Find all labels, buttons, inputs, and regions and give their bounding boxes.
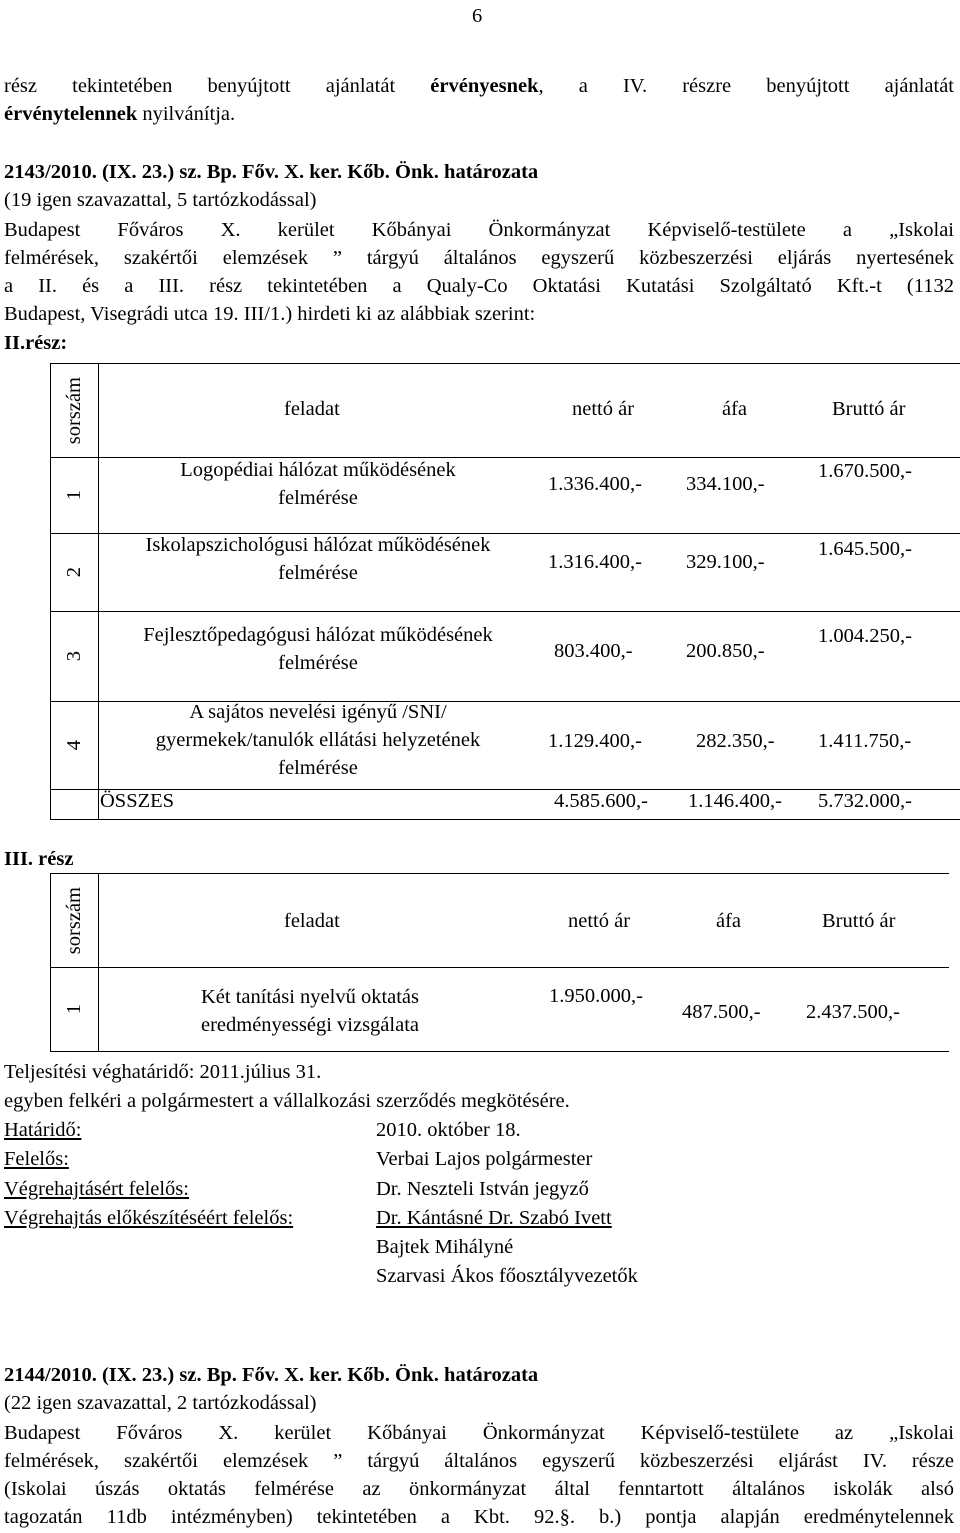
row-task-line: Fejlesztőpedagógusi hálózat működésének [143, 624, 493, 646]
row-num: 3 [63, 651, 86, 662]
resolution-2-line: tagozatán 11db intézményben) tekintetében a Kbt. 92.§. b.) pontja alapján eredménytelennek [4, 1506, 954, 1528]
row-net: 1.336.400,- [548, 473, 642, 495]
header-gross: Bruttó ár [832, 398, 906, 420]
intro-text-d: nyilvánítja. [137, 103, 236, 125]
row-vat: 200.850,- [686, 640, 765, 662]
row-task-line: felmérése [278, 562, 358, 584]
resolution-2-line: Budapest Főváros X. kerület Kőbányai Önkormányzat Képviselő-testülete az „Iskolai [4, 1422, 954, 1444]
row-task [100, 621, 536, 677]
row-task-line: felmérése [278, 757, 358, 779]
intro-text-c: , a IV. részre benyújtott ajánlatát [538, 75, 954, 97]
row-vat: 329.100,- [686, 551, 765, 573]
row-net: 1.129.400,- [548, 730, 642, 752]
resolution-1-line: a II. és a III. rész tekintetében a Qualy-Co Oktatási Kutatási Szolgáltató Kft.-t (1132 [4, 275, 954, 297]
row-task [150, 983, 470, 1039]
row-num-cell [51, 612, 99, 702]
row-task-line: felmérése [278, 487, 358, 509]
row-net: 803.400,- [554, 640, 633, 662]
row-task-line: felmérése [278, 652, 358, 674]
header-num-cell [51, 874, 99, 968]
header-num-cell [51, 364, 99, 458]
header-cells [99, 364, 960, 458]
resolution-2-votes: (22 igen szavazattal, 2 tartózkodással) [4, 1392, 317, 1414]
row-num-cell [51, 968, 99, 1052]
row-gross: 1.670.500,- [818, 460, 912, 482]
resolution-2-title: 2144/2010. (IX. 23.) sz. Bp. Főv. X. ker. Kőb. Önk. határozata [4, 1364, 539, 1386]
deadline-line: Teljesítési véghatáridő: 2011.július 31. [4, 1061, 322, 1083]
row-task-line: Logopédiai hálózat működésének [180, 459, 456, 481]
field-label-responsible: Felelős: [4, 1148, 69, 1170]
part-3-heading: III. rész [4, 848, 74, 870]
intro-line-2 [4, 100, 954, 128]
total-label: ÖSSZES [100, 790, 175, 812]
extra-name: Szarvasi Ákos főosztályvezetők [376, 1265, 638, 1287]
row-vat: 487.500,- [682, 1001, 761, 1023]
row-vat: 334.100,- [686, 473, 765, 495]
row-task [100, 531, 536, 587]
table-header-row [51, 874, 949, 968]
row-num: 4 [63, 740, 86, 751]
row-net: 1.950.000,- [549, 985, 643, 1007]
field-value-deadline: 2010. október 18. [376, 1119, 521, 1141]
row-vat: 282.350,- [696, 730, 775, 752]
part-2-heading: II.rész: [4, 332, 68, 354]
intro-invalid-word: érvénytelennek [4, 103, 138, 125]
row-num: 1 [63, 490, 86, 501]
row-task [108, 456, 528, 512]
header-vat: áfa [716, 910, 742, 932]
row-task-line: Két tanítási nyelvű oktatás [200, 986, 420, 1008]
row-task-line: eredményességi vizsgálata [200, 1014, 419, 1036]
resolution-2-line: felmérések, szakértői elemzések ” tárgyú általános egyszerű közbeszerzési eljárást IV. része [4, 1450, 954, 1472]
intro-text-a: rész tekintetében benyújtott ajánlatát [4, 75, 431, 97]
intro-line-1 [4, 72, 954, 100]
resolution-2-body [4, 1419, 954, 1531]
request-line: egyben felkéri a polgármestert a vállalkozási szerződés megkötésére. [4, 1090, 570, 1112]
row-task [110, 698, 526, 782]
intro-paragraph [4, 72, 954, 128]
table-header-row [51, 364, 960, 458]
row-gross: 1.411.750,- [818, 730, 912, 752]
header-gross: Bruttó ár [822, 910, 896, 932]
intro-valid-word: érvényesnek [430, 75, 539, 97]
resolution-1-title: 2143/2010. (IX. 23.) sz. Bp. Főv. X. ker. Kőb. Önk. határozata [4, 161, 539, 183]
resolution-1-body [4, 216, 954, 328]
row-num-cell [51, 702, 99, 790]
header-net: nettó ár [568, 910, 631, 932]
header-cells [99, 874, 949, 968]
resolution-1-line: Budapest, Visegrádi utca 19. III/1.) hirdeti ki az alábbiak szerint: [4, 303, 536, 325]
field-label-deadline: Határidő: [4, 1119, 82, 1141]
field-value-responsible: Verbai Lajos polgármester [376, 1148, 593, 1170]
row-net: 1.316.400,- [548, 551, 642, 573]
header-task: feladat [284, 398, 340, 420]
row-num: 2 [63, 567, 86, 578]
row-num: 1 [63, 1004, 86, 1015]
row-gross: 1.004.250,- [818, 625, 912, 647]
field-value-preparation: Dr. Kántásné Dr. Szabó Ivett [376, 1207, 612, 1229]
row-num-cell [51, 458, 99, 534]
field-label-execution: Végrehajtásért felelős: [4, 1178, 189, 1200]
resolution-1-line: felmérések, szakértői elemzések ” tárgyú általános egyszerű közbeszerzési eljárás nyertesének [4, 247, 954, 269]
resolution-1-line: Budapest Főváros X. kerület Kőbányai Önkormányzat Képviselő-testülete a „Iskolai [4, 219, 954, 241]
header-vat: áfa [722, 398, 748, 420]
field-label-preparation: Végrehajtás előkészítéséért felelős: [4, 1207, 294, 1229]
total-gross: 5.732.000,- [818, 790, 912, 812]
field-value-execution: Dr. Neszteli István jegyző [376, 1178, 589, 1200]
header-num: sorszám [63, 376, 86, 445]
row-gross: 1.645.500,- [818, 538, 912, 560]
header-net: nettó ár [572, 398, 635, 420]
total-num-cell [51, 790, 99, 820]
total-net: 4.585.600,- [554, 790, 648, 812]
extra-name: Bajtek Mihályné [376, 1236, 514, 1258]
resolution-2-line: (Iskolai úszás oktatás felmérése az önkormányzat által fenntartott általános iskolák alsó [4, 1478, 954, 1500]
total-vat: 1.146.400,- [688, 790, 782, 812]
row-task-line: A sajátos nevelési igényű /SNI/ [189, 701, 447, 723]
header-task: feladat [284, 910, 340, 932]
row-task-line: Iskolapszichológusi hálózat működésének [145, 534, 491, 556]
resolution-1-votes: (19 igen szavazattal, 5 tartózkodással) [4, 189, 317, 211]
row-task-line: gyermekek/tanulók ellátási helyzetének [155, 729, 481, 751]
row-num-cell [51, 534, 99, 612]
row-gross: 2.437.500,- [806, 1001, 900, 1023]
page-number: 6 [472, 5, 483, 27]
header-num: sorszám [63, 886, 86, 955]
